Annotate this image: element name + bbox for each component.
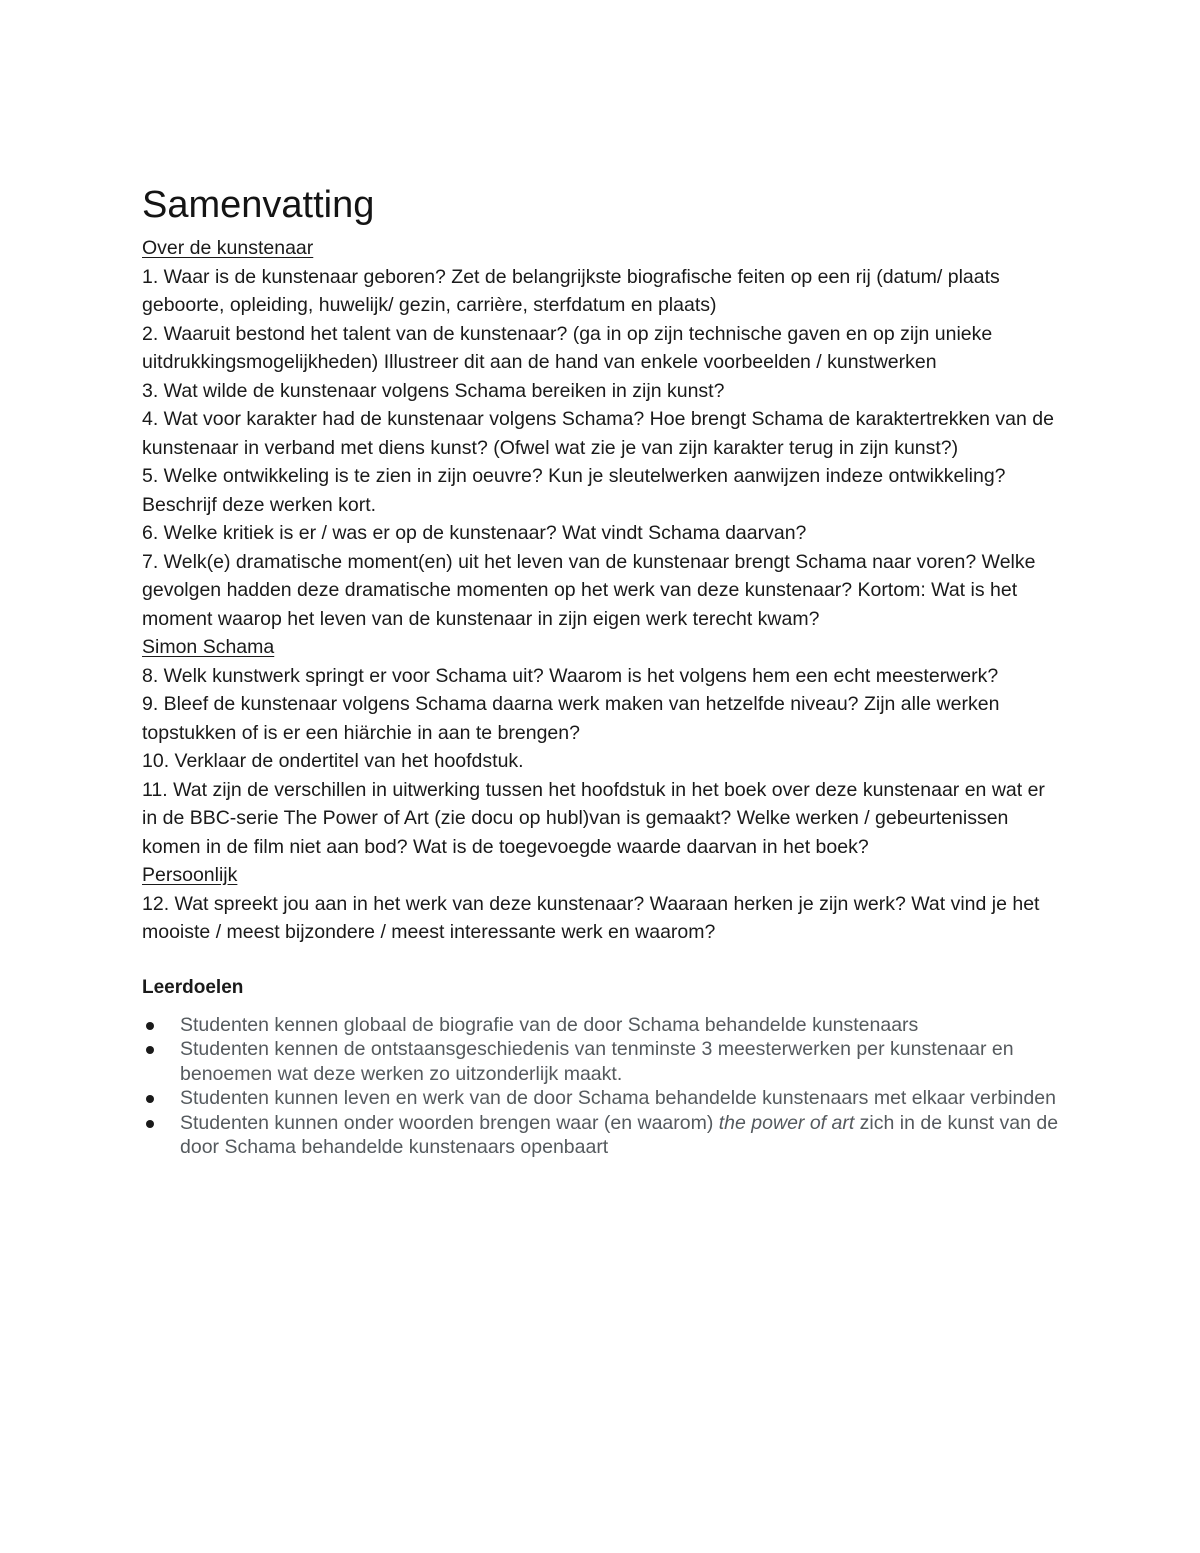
list-item — [180, 1013, 1062, 1038]
question-6: 6. Welke kritiek is er / was er op de kunstenaar? Wat vindt Schama daarvan? — [142, 522, 807, 544]
question-5: 5. Welke ontwikkeling is te zien in zijn oeuvre? Kun je sleutelwerken aanwijzen indeze ontwikkeling? Beschrijf deze werken kort. — [142, 465, 1006, 516]
document-page — [142, 180, 1062, 1160]
bullet-icon — [146, 1022, 154, 1030]
section-simon-schama — [142, 633, 1062, 861]
question-8: 8. Welk kunstwerk springt er voor Schama uit? Waarom is het volgens hem een echt meesterwerk? — [142, 664, 999, 687]
goal-text: Studenten kennen de ontstaansgeschiedenis van tenminste 3 meesterwerken per kunstenaar en benoemen wat deze werken zo uitzonderlijk maakt. — [180, 1038, 1014, 1085]
question-2: 2. Waaruit bestond het talent van de kunstenaar? (ga in op zijn technische gaven en op zijn unieke uitdrukkingsmogelijkheden) Illustreer dit aan de hand van enkele voorbeelden / kunstwerken — [142, 322, 993, 373]
goal-text-before: Studenten kunnen onder woorden brengen waar (en waarom) — [180, 1111, 719, 1134]
bullet-icon — [146, 1095, 154, 1103]
goal-text-emphasis: the power of art — [718, 1111, 855, 1134]
list-item — [180, 1037, 1062, 1086]
section-over-de-kunstenaar — [142, 234, 1062, 633]
question-1: 1. Waar is de kunstenaar geboren? Zet de belangrijkste biografische feiten op een rij (datum/ plaats geboorte, opleiding, huwelijk/ gezin, carrière, sterfdatum en plaats) — [142, 265, 1000, 316]
learning-goals-list — [142, 1013, 1062, 1160]
section-persoonlijk — [142, 861, 1062, 947]
question-7: 7. Welk(e) dramatische moment(en) uit het leven van de kunstenaar brengt Schama naar voren? Welke gevolgen hadden deze dramatische momenten op het werk van deze kunstenaar? Kortom: Wat is het moment waarop het leven van de kunstenaar in zijn eigen werk terecht kwam? — [142, 550, 1036, 630]
learning-goals — [142, 974, 1062, 1160]
question-10: 10. Verklaar de ondertitel van het hoofdstuk. — [142, 750, 524, 772]
question-12: 12. Wat spreekt jou aan in het werk van deze kunstenaar? Waaraan herken je zijn werk? Wat vind je het mooiste / meest bijzondere / meest interessante werk en waarom? — [142, 892, 1040, 943]
question-4: 4. Wat voor karakter had de kunstenaar volgens Schama? Hoe brengt Schama de karaktertrekken van de kunstenaar in verband met diens kunst? (Ofwel wat zie je van zijn karakter terug in zijn kunst?) — [142, 408, 1054, 459]
document-title: Samenvatting — [142, 184, 375, 226]
section-heading: Over de kunstenaar — [142, 237, 314, 259]
list-item — [180, 1111, 1062, 1160]
section-heading: Persoonlijk — [142, 864, 238, 886]
question-11: 11. Wat zijn de verschillen in uitwerking tussen het hoofdstuk in het boek over deze kunstenaar en wat er in de BBC-serie The Power of Art (zie docu op hubl)van is gemaakt? Welke werken / gebeurtenissen komen in de film niet aan bod? Wat is de toegevoegde waarde daarvan in het boek? — [142, 778, 1045, 858]
goal-text: Studenten kennen globaal de biografie van de door Schama behandelde kunstenaars — [180, 1013, 919, 1036]
goal-text-after: zich in de kunst van de door Schama behandelde kunstenaars openbaart — [180, 1111, 1059, 1158]
learning-goals-title: Leerdoelen — [142, 976, 244, 998]
goal-text: Studenten kunnen leven en werk van de door Schama behandelde kunstenaars met elkaar verbinden — [180, 1087, 1056, 1109]
section-heading: Simon Schama — [142, 636, 275, 658]
list-item — [180, 1086, 1062, 1111]
bullet-icon — [146, 1120, 154, 1128]
bullet-icon — [146, 1046, 154, 1054]
question-3: 3. Wat wilde de kunstenaar volgens Schama bereiken in zijn kunst? — [142, 379, 725, 402]
question-9: 9. Bleef de kunstenaar volgens Schama daarna werk maken van hetzelfde niveau? Zijn alle werken topstukken of is er een hiärchie in aan te brengen? — [142, 693, 1000, 744]
